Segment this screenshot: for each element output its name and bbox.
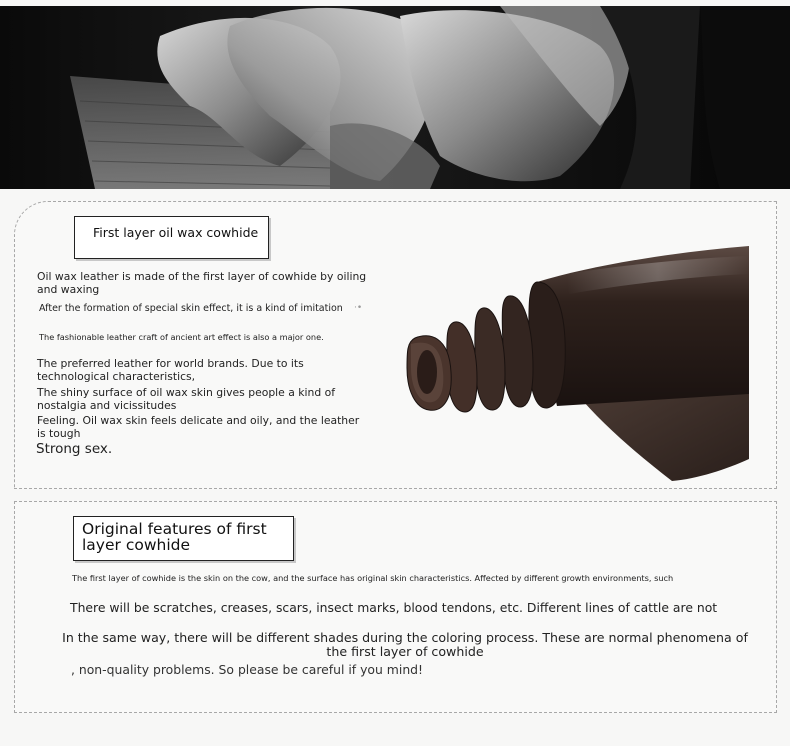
original-features-panel [14,501,777,713]
description-line: The shiny surface of oil wax skin gives people a kind of nostalgia and vicissitudes [37,386,336,412]
description-line: The preferred leather for world brands. Due to its technological characteristics, [37,357,304,383]
leather-hides-banner-image [0,6,790,189]
marker-glyph: ·• [354,303,363,313]
description-line: The fashionable leather craft of ancient art effect is also a major one. [39,332,324,342]
description-line: Feeling. Oil wax skin feels delicate and oily, and the leather is tough [37,414,360,440]
description-line: In the same way, there will be different shades during the coloring process. These are normal phenomena of the first layer of cowhide [62,630,748,659]
section-title: First layer oil wax cowhide [93,225,259,240]
description-line: There will be scratches, creases, scars, insect marks, blood tendons, etc. Different lines of cattle are not [70,600,718,615]
description-line: Oil wax leather is made of the first layer of cowhide by oiling and waxing [37,270,367,296]
leather-roll-image [397,244,752,488]
description-line: After the formation of special skin effect, it is a kind of imitation [39,303,343,314]
oil-wax-info-panel [14,201,777,489]
description-line: , non-quality problems. So please be careful if you mind! [71,662,424,677]
section-title-box [73,516,294,561]
description-line: The first layer of cowhide is the skin on the cow, and the surface has original skin characteristics. Affected by different growth environments, such [72,573,674,583]
section-title-box [74,216,269,259]
section-title: Original features of first layer cowhide [82,520,267,554]
description-line: Strong sex. [36,441,113,457]
